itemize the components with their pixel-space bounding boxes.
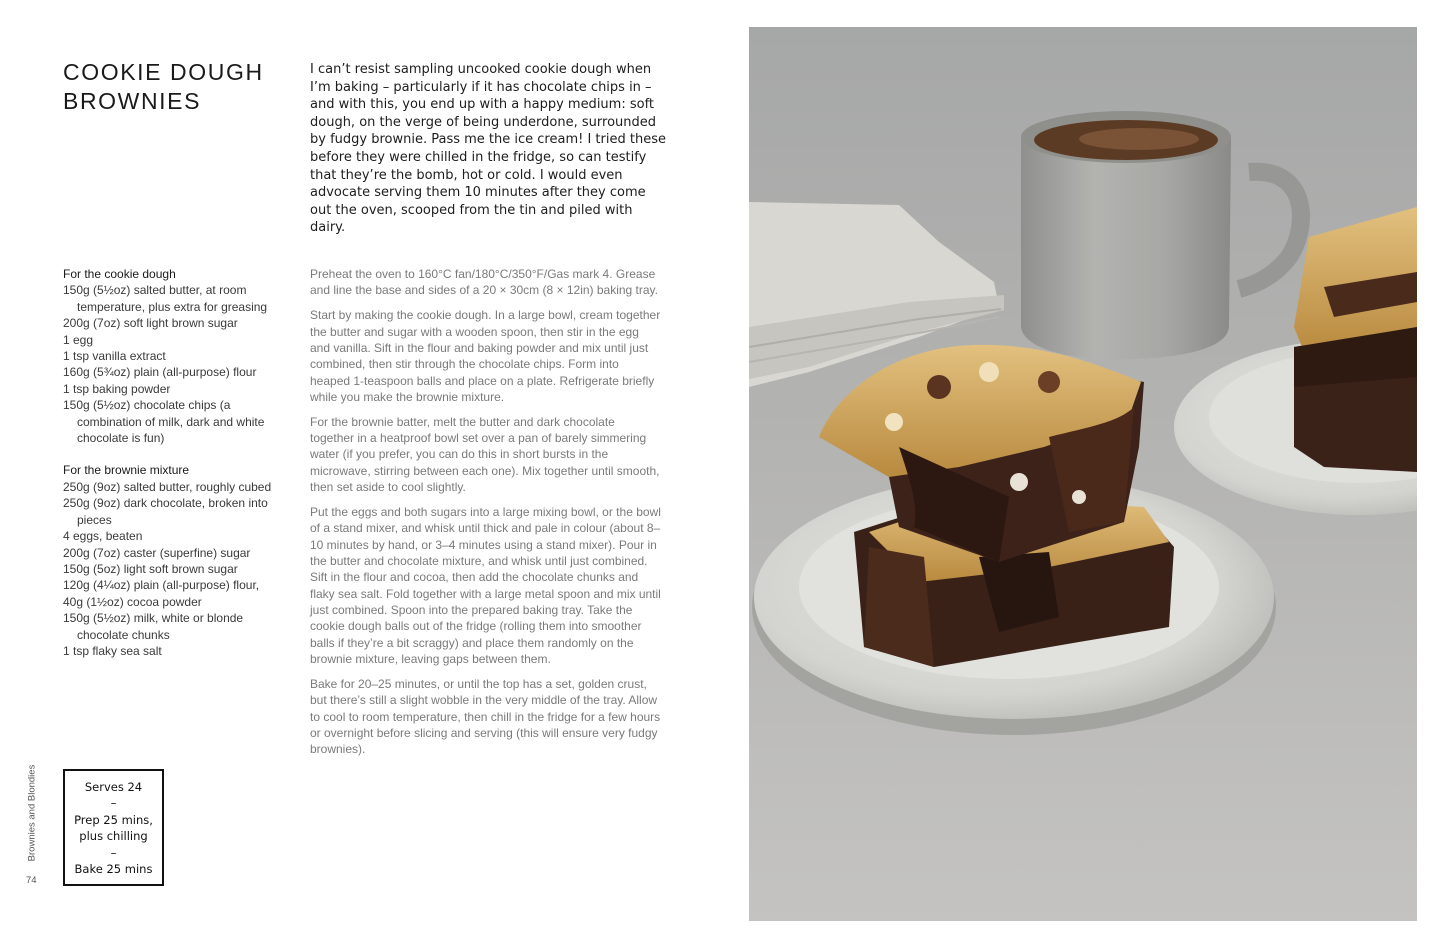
serves-count: Serves 24 bbox=[84, 780, 143, 794]
ingredient-group-cookie-dough bbox=[63, 266, 293, 446]
ingredient-item: 200g (7oz) soft light brown sugar bbox=[63, 316, 238, 331]
ingredient-item: 150g (5½oz) chocolate chips (a combination of milk, dark and white chocolate is fun) bbox=[63, 398, 265, 446]
page-number: 74 bbox=[26, 875, 37, 886]
ingredient-item: 1 tsp vanilla extract bbox=[63, 349, 166, 364]
ingredients-list bbox=[63, 266, 293, 659]
ingredient-group-brownie bbox=[63, 462, 293, 659]
prep-time: Prep 25 mins, bbox=[74, 812, 153, 827]
recipe-title-line1: COOKIE DOUGH bbox=[63, 59, 264, 85]
ingredient-item: 120g (4¼oz) plain (all-purpose) flour, bbox=[63, 578, 260, 593]
ingredient-item: 4 eggs, beaten bbox=[63, 529, 143, 544]
ingredient-item: 250g (9oz) salted butter, roughly cubed bbox=[63, 479, 272, 494]
recipe-photo bbox=[749, 27, 1417, 921]
ingredient-item: 1 egg bbox=[63, 332, 94, 347]
ingredient-group-heading: For the cookie dough bbox=[63, 267, 176, 281]
running-head-text: Brownies and Blondies bbox=[26, 764, 38, 861]
ingredient-item: 200g (7oz) caster (superfine) sugar bbox=[63, 545, 251, 560]
ingredient-item: 160g (5¾oz) plain (all-purpose) flour bbox=[63, 365, 257, 380]
brownie-photo-illustration bbox=[749, 27, 1417, 921]
recipe-intro: I can’t resist sampling uncooked cookie dough when I’m baking – particularly if it has chocolate chips in – and with this, you end up with a happy medium: soft dough, on the verge of being underdone, surrounded by fudgy brownie. Pass me the ice cream! I tried these before they were chilled in the fridge, so can testify that they’re the bomb, hot or cold. I would even advocate serving them 10 minutes after they come out the oven, scooped from the tin and piled with dairy. bbox=[310, 62, 666, 236]
ingredient-item: 150g (5½oz) milk, white or blonde chocolate chunks bbox=[63, 611, 244, 642]
method-step: For the brownie batter, melt the butter and dark chocolate together in a heatproof bowl set over a pan of barely simmering water (if you prefer, you can do this in short bursts in the microwave, stirring between each one). Mix together until smooth, then set aside to cool slightly. bbox=[310, 414, 660, 495]
bake-time: Bake 25 mins bbox=[74, 862, 153, 877]
method-step: Bake for 20–25 minutes, or until the top has a set, golden crust, but there’s still a slight wobble in the very middle of the tray. Allow to cool to room temperature, then chill in the fridge for a few hours or overnight before slicing and serving (this will ensure very fudgy brownies). bbox=[310, 676, 661, 757]
ingredient-item: 150g (5oz) light soft brown sugar bbox=[63, 561, 238, 576]
running-head bbox=[24, 760, 40, 865]
prep-time-note: plus chilling bbox=[79, 829, 148, 844]
method-step: Start by making the cookie dough. In a large bowl, cream together the butter and sugar with a wooden spoon, then stir in the egg and vanilla. Sift in the flour and baking powder and mix until just combined, then stir through the chocolate chips. Form into heaped 1-teaspoon balls and place on a plate. Refrigerate briefly while you make the brownie mixture. bbox=[310, 308, 661, 404]
serves-info-box bbox=[63, 769, 164, 886]
recipe-title bbox=[63, 58, 293, 116]
serves-separator: – bbox=[110, 845, 117, 860]
recipe-title-line2: BROWNIES bbox=[63, 88, 202, 114]
serves-separator: – bbox=[110, 796, 117, 811]
ingredient-item: 1 tsp baking powder bbox=[63, 381, 171, 396]
ingredient-item: 1 tsp flaky sea salt bbox=[63, 643, 162, 658]
method-step: Put the eggs and both sugars into a large mixing bowl, or the bowl of a stand mixer, and whisk until thick and pale in colour (about 8–10 minutes by hand, or 3–4 minutes using a stand mixer). Pour in the butter and chocolate mixture, and whisk until just combined. Sift in the flour and cocoa, then add the chocolate chunks and flaky sea salt. Fold together with a large metal spoon and mix until just combined. Spoon into the prepared baking tray. Take the cookie dough balls out of the fridge (rolling them into smoother balls if they’re a bit scraggy) and place them randomly on the brownie mixture, leaving gaps between them. bbox=[310, 504, 661, 667]
method-steps bbox=[310, 266, 662, 766]
ingredient-group-heading: For the brownie mixture bbox=[63, 463, 190, 478]
ingredient-item: 150g (5½oz) salted butter, at room temperature, plus extra for greasing bbox=[63, 283, 268, 314]
ingredient-item: 40g (1½oz) cocoa powder bbox=[63, 594, 202, 609]
method-step: Preheat the oven to 160°C fan/180°C/350°F/Gas mark 4. Grease and line the base and sides of a 20 × 30cm (8 × 12in) baking tray. bbox=[310, 267, 658, 298]
ingredient-item: 250g (9oz) dark chocolate, broken into pieces bbox=[63, 496, 268, 527]
back-brownie bbox=[1294, 207, 1417, 472]
